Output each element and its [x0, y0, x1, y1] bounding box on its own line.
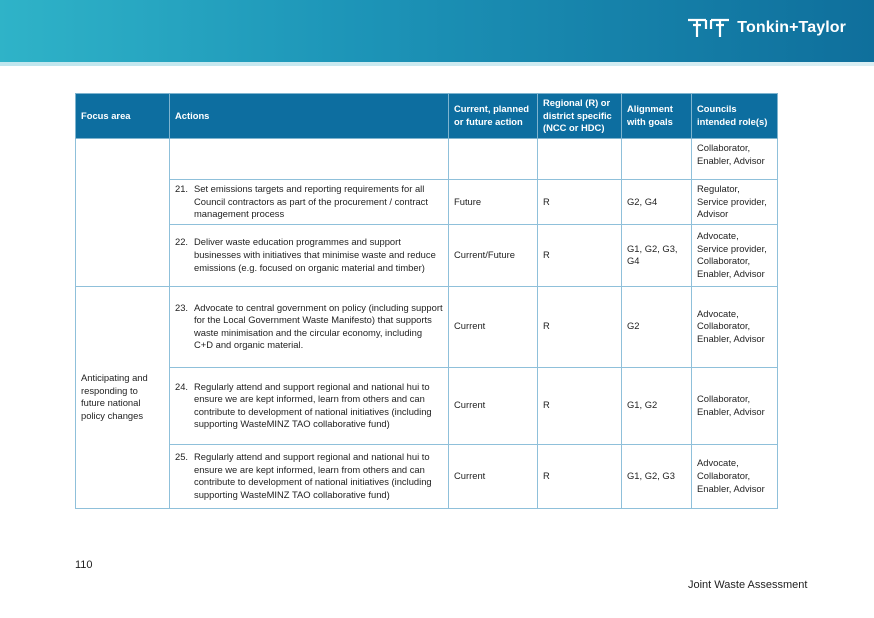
header-actions: Actions — [170, 94, 449, 139]
timing-cell: Current/Future — [449, 224, 538, 286]
focus-area-cell — [76, 139, 170, 287]
role-cell: Advocate, Service provider, Collaborator, Enabler, Advisor — [692, 224, 778, 286]
header-alignment: Alignment with goals — [622, 94, 692, 139]
role-cell: Advocate, Collaborator, Enabler, Advisor — [692, 444, 778, 508]
regional-cell: R — [538, 367, 622, 444]
header-rule — [0, 62, 874, 66]
regional-cell — [538, 139, 622, 180]
waste-actions-table — [75, 93, 778, 509]
action-number: 21. — [175, 183, 189, 194]
brand-name: Tonkin+Taylor — [737, 19, 846, 36]
action-cell — [170, 180, 449, 225]
action-number: 24. — [175, 380, 189, 392]
action-cell — [170, 444, 449, 508]
header-timing: Current, planned or future action — [449, 94, 538, 139]
header-role: Councils intended role(s) — [692, 94, 778, 139]
table-row — [76, 224, 778, 286]
action-number: 23. — [175, 301, 189, 313]
regional-cell: R — [538, 444, 622, 508]
table-row — [76, 367, 778, 444]
role-cell: Regulator, Service provider, Advisor — [692, 180, 778, 225]
action-number: 22. — [175, 236, 189, 248]
action-text: Regularly attend and support regional and national hui to ensure we are kept informed, learn from others and can contribute to development of national initiatives (including supporting WasteMINZ TAO collaborative fund) — [194, 451, 432, 500]
regional-cell: R — [538, 180, 622, 225]
timing-cell: Current — [449, 367, 538, 444]
footer-doc-title: Joint Waste Assessment — [688, 579, 808, 591]
focus-area-cell: Anticipating and responding to future national policy changes — [76, 286, 170, 508]
alignment-cell: G2, G4 — [622, 180, 692, 225]
role-cell: Collaborator, Enabler, Advisor — [692, 139, 778, 180]
alignment-cell: G1, G2, G3, G4 — [622, 224, 692, 286]
tt-logo-icon — [687, 17, 731, 39]
action-number: 25. — [175, 451, 189, 463]
page-number: 110 — [75, 559, 93, 571]
action-cell — [170, 139, 449, 180]
action-text: Set emissions targets and reporting requirements for all Council contractors as part of the procurement / contract management process — [194, 183, 428, 220]
table-row — [76, 139, 778, 180]
role-cell: Collaborator, Enabler, Advisor — [692, 367, 778, 444]
action-cell — [170, 367, 449, 444]
role-cell: Advocate, Collaborator, Enabler, Advisor — [692, 286, 778, 367]
header-focus-area: Focus area — [76, 94, 170, 139]
action-cell — [170, 224, 449, 286]
alignment-cell: G2 — [622, 286, 692, 367]
alignment-cell: G1, G2 — [622, 367, 692, 444]
alignment-cell — [622, 139, 692, 180]
table-row — [76, 286, 778, 367]
timing-cell: Future — [449, 180, 538, 225]
action-text: Advocate to central government on policy (including support for the Local Government Waste Manifesto) that supports waste minimisation and the circular economy, including C+D and organic material. — [194, 301, 443, 351]
alignment-cell: G1, G2, G3 — [622, 444, 692, 508]
regional-cell: R — [538, 286, 622, 367]
table-row — [76, 444, 778, 508]
header-regional: Regional (R) or district specific (NCC or HDC) — [538, 94, 622, 139]
regional-cell: R — [538, 224, 622, 286]
timing-cell — [449, 139, 538, 180]
action-text: Deliver waste education programmes and support businesses with initiatives that minimise waste and reduce emissions (e.g. focused on organic material and timber) — [194, 236, 436, 273]
table-header-row — [76, 94, 778, 139]
timing-cell: Current — [449, 286, 538, 367]
timing-cell: Current — [449, 444, 538, 508]
table-row — [76, 180, 778, 225]
action-cell — [170, 286, 449, 367]
action-text: Regularly attend and support regional and national hui to ensure we are kept informed, learn from others and can contribute to development of national initiatives (including supporting WasteMINZ TAO collaborative fund) — [194, 380, 432, 430]
brand-logo — [687, 16, 846, 40]
